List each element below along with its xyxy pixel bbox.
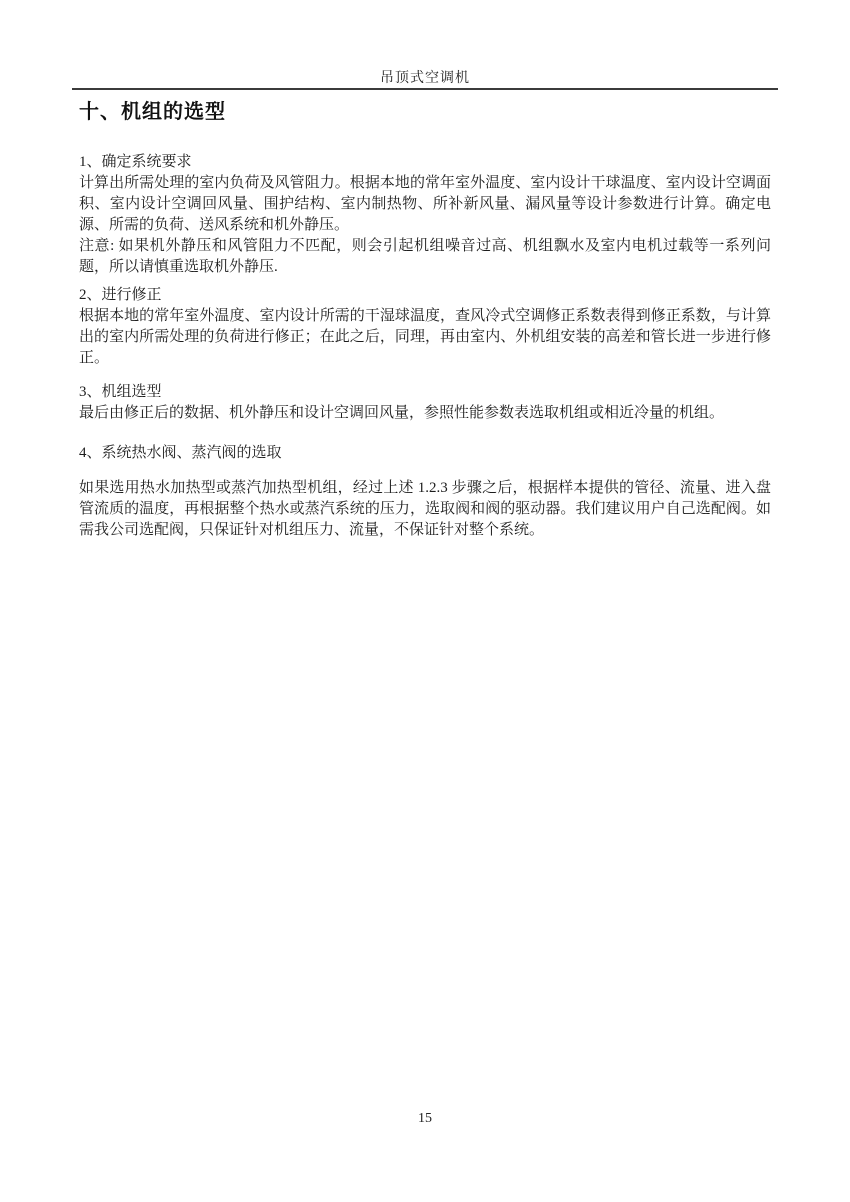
paragraph: 计算出所需处理的室内负荷及风管阻力。根据本地的常年室外温度、室内设计干球温度、室内设计空调面积、室内设计空调回风量、围护结构、室内制热物、所补新风量、漏风量等设计参数进行计算。确定电源、所需的负荷、送风系统和机外静压。: [79, 175, 771, 233]
running-header: 吊顶式空调机: [380, 71, 470, 86]
section-heading: 3、机组选型: [79, 384, 162, 400]
section-heading: 2、进行修正: [79, 287, 162, 303]
paragraph: 如果选用热水加热型或蒸汽加热型机组，经过上述 1.2.3 步骤之后，根据样本提供的管径、流量、进入盘管流质的温度，再根据整个热水或蒸汽系统的压力，选取阀和阀的驱动器。我们建议用户自己选配阀。如需我公司选配阀，只保证针对机组压力、流量，不保证针对整个系统。: [79, 480, 771, 538]
section-unit-selection: [79, 382, 771, 424]
note-paragraph: 注意: 如果机外静压和风管阻力不匹配，则会引起机组噪音过高、机组飘水及室内电机过载等一系列问题，所以请慎重选取机外静压.: [79, 238, 771, 275]
paragraph: 最后由修正后的数据、机外静压和设计空调回风量，参照性能参数表选取机组或相近冷量的机组。: [79, 405, 725, 421]
section-correction: [79, 285, 771, 369]
section-valve-selection: [79, 443, 771, 541]
page-title: 十、机组的选型: [79, 101, 226, 123]
section-system-requirements: [79, 152, 771, 278]
section-heading: 1、确定系统要求: [79, 154, 192, 170]
section-heading: 4、系统热水阀、蒸汽阀的选取: [79, 445, 282, 461]
header-rule: [72, 88, 778, 90]
page-content: [79, 100, 771, 541]
paragraph: 根据本地的常年室外温度、室内设计所需的干湿球温度，查风冷式空调修正系数表得到修正系数，与计算出的室内所需处理的负荷进行修正；在此之后，同理，再由室内、外机组安装的高差和管长进一步进行修正。: [79, 308, 771, 366]
page-number: 15: [418, 1111, 432, 1126]
